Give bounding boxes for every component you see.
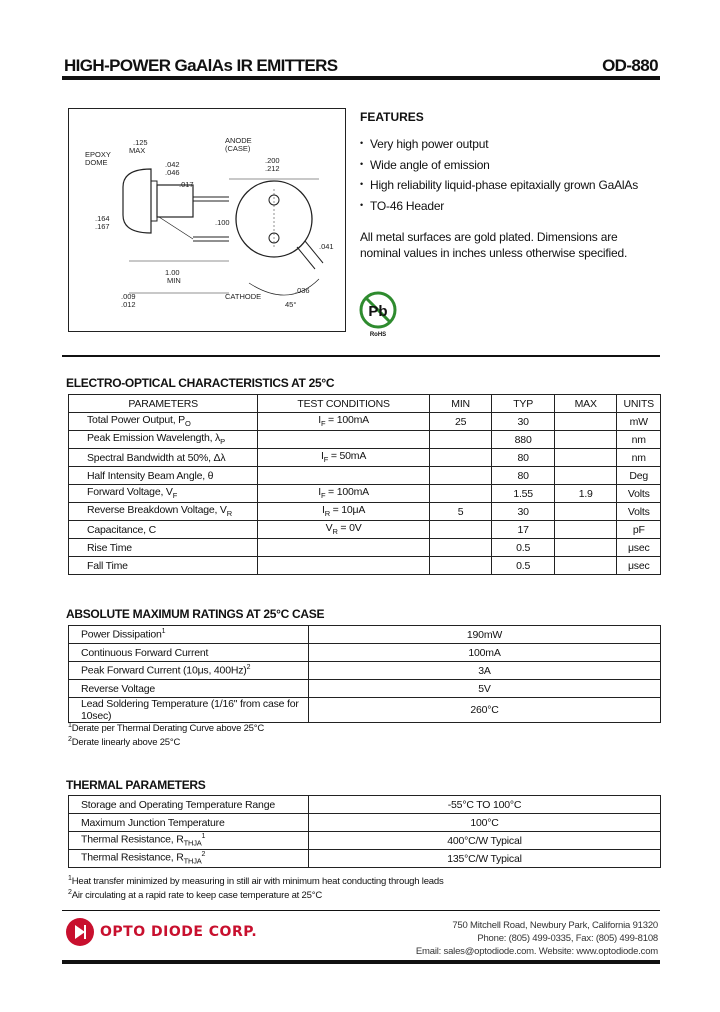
eo-param: Reverse Breakdown Voltage, $V_R$ <box>69 503 258 521</box>
eo-col-max: MAX <box>554 395 617 413</box>
label-036: .036 <box>295 286 310 295</box>
eo-condition: $I_R = 10\mu A$ <box>258 503 430 521</box>
eo-condition: $I_F = 100mA$ <box>258 485 430 503</box>
company-logo-icon <box>66 918 94 946</box>
thermal-label: Thermal Resistance, $R_{THJA}^2$ <box>69 850 309 868</box>
eo-typ: 80 <box>492 467 555 485</box>
eo-max <box>554 557 617 575</box>
abs-max-label: Power Dissipation$^1$ <box>69 626 309 644</box>
eo-min <box>429 539 492 557</box>
label-cathode: CATHODE <box>225 292 262 301</box>
abs-max-row <box>69 698 661 723</box>
eo-units: mW <box>617 413 661 431</box>
eo-min: 5 <box>429 503 492 521</box>
label-epoxy: EPOXY <box>85 150 111 159</box>
thermal-row <box>69 850 661 868</box>
company-name: OPTO DIODE CORP. <box>100 924 258 940</box>
eo-typ: 0.5 <box>492 557 555 575</box>
eo-units: nm <box>617 449 661 467</box>
feature-item: • High reliability liquid-phase epitaxially grown GaAlAs <box>360 175 638 196</box>
label-041: .041 <box>319 242 334 251</box>
abs-max-value: 100mA <box>309 644 661 662</box>
eo-typ: 17 <box>492 521 555 539</box>
eo-units: μsec <box>617 557 661 575</box>
label-200: .200 <box>265 156 280 165</box>
label-100min: 1.00 <box>165 268 180 277</box>
eo-typ: 1.55 <box>492 485 555 503</box>
eo-units: nm <box>617 431 661 449</box>
eo-typ: 30 <box>492 413 555 431</box>
footnote: $^1$Derate per Thermal Derating Curve above 25°C <box>68 722 265 735</box>
eo-max <box>554 467 617 485</box>
section-rule <box>62 355 660 357</box>
thermal-label: Thermal Resistance, $R_{THJA}^1$ <box>69 832 309 850</box>
eo-min <box>429 521 492 539</box>
abs-max-row <box>69 662 661 680</box>
anode-pin <box>269 195 279 205</box>
dimension-drawing <box>69 109 345 331</box>
label-042: .042 <box>165 160 180 169</box>
eo-typ: 0.5 <box>492 539 555 557</box>
label-009: .009 <box>121 292 136 301</box>
eo-condition: $V_R = 0V$ <box>258 521 430 539</box>
label-212: .212 <box>265 164 280 173</box>
eo-min <box>429 557 492 575</box>
thermal-value: 100°C <box>309 814 661 832</box>
thermal-value: -55°C TO 100°C <box>309 796 661 814</box>
label-167: .167 <box>95 222 110 231</box>
header-flange <box>151 181 157 221</box>
eo-max <box>554 521 617 539</box>
thermal-label: Maximum Junction Temperature <box>69 814 309 832</box>
eo-max <box>554 503 617 521</box>
label-046: .046 <box>165 168 180 177</box>
can-body <box>157 185 193 217</box>
label-017: .017 <box>179 180 194 189</box>
eo-condition <box>258 467 430 485</box>
epoxy-dome-shape <box>123 169 151 233</box>
eo-max: 1.9 <box>554 485 617 503</box>
eo-condition <box>258 557 430 575</box>
features-list <box>360 134 638 216</box>
eo-row <box>69 431 661 449</box>
header-rule <box>62 76 660 80</box>
features-note: All metal surfaces are gold plated. Dimensions are nominal values in inches unless otherwise specified. <box>360 230 628 260</box>
label-max: MAX <box>129 146 146 155</box>
eo-header-row <box>69 395 661 413</box>
eo-units: Volts <box>617 503 661 521</box>
eo-condition: $I_F = 100mA$ <box>258 413 430 431</box>
eo-units: μsec <box>617 539 661 557</box>
eo-min <box>429 485 492 503</box>
thermal-title: THERMAL PARAMETERS <box>66 778 206 792</box>
label-164: .164 <box>95 214 110 223</box>
label-45deg: 45° <box>285 300 297 309</box>
eo-condition <box>258 431 430 449</box>
eo-col-parameters: PARAMETERS <box>69 395 258 413</box>
eo-col-units: UNITS <box>617 395 661 413</box>
eo-row <box>69 503 661 521</box>
eo-param: Capacitance, C <box>69 521 258 539</box>
eo-param: Total Power Output, $P_O$ <box>69 413 258 431</box>
eo-row <box>69 521 661 539</box>
eo-max <box>554 449 617 467</box>
thermal-footnotes <box>68 873 444 901</box>
footnote: $^2$Derate linearly above 25°C <box>68 736 181 749</box>
abs-max-table <box>68 625 661 723</box>
footnote: $^1$Heat transfer minimized by measuring in still air with minimum heat conducting through leads <box>68 875 444 888</box>
abs-max-label: Reverse Voltage <box>69 680 309 698</box>
eo-max <box>554 431 617 449</box>
label-case: (CASE) <box>225 144 251 153</box>
thermal-row <box>69 832 661 850</box>
eo-row <box>69 485 661 503</box>
feature-item: • Wide angle of emission <box>360 155 638 176</box>
eo-units: pF <box>617 521 661 539</box>
eo-table <box>68 394 661 575</box>
label-dome: DOME <box>85 158 108 167</box>
eo-row <box>69 449 661 467</box>
thermal-row <box>69 796 661 814</box>
eo-param: Forward Voltage, $V_F$ <box>69 485 258 503</box>
eo-param: Spectral Bandwidth at 50%, Δλ <box>69 449 258 467</box>
abs-max-title: ABSOLUTE MAXIMUM RATINGS AT 25°C CASE <box>66 607 325 621</box>
pb-free-badge <box>358 290 398 338</box>
abs-max-label: Lead Soldering Temperature (1/16" from case for 10sec) <box>69 698 309 723</box>
eo-typ: 30 <box>492 503 555 521</box>
label-125: .125 <box>133 138 148 147</box>
page-title: HIGH-POWER GaAlAs IR EMITTERS <box>64 56 338 75</box>
footer-rule-bottom <box>62 960 660 964</box>
abs-max-label: Continuous Forward Current <box>69 644 309 662</box>
eo-col-typ: TYP <box>492 395 555 413</box>
eo-min <box>429 467 492 485</box>
label-anode: ANODE <box>225 136 252 145</box>
footnote: $^2$Air circulating at a rapid rate to keep case temperature at 25°C <box>68 889 322 902</box>
eo-max <box>554 539 617 557</box>
thermal-table <box>68 795 661 868</box>
eo-param: Rise Time <box>69 539 258 557</box>
thermal-row <box>69 814 661 832</box>
eo-row <box>69 467 661 485</box>
abs-max-value: 190mW <box>309 626 661 644</box>
eo-units: Deg <box>617 467 661 485</box>
eo-typ: 80 <box>492 449 555 467</box>
eo-param: Peak Emission Wavelength, $\lambda_P$ <box>69 431 258 449</box>
rohs-text: RoHS <box>369 332 387 338</box>
thermal-value: 400°C/W Typical <box>309 832 661 850</box>
abs-max-footnotes <box>68 720 264 748</box>
abs-max-row <box>69 680 661 698</box>
eo-min <box>429 449 492 467</box>
pb-text: Pb <box>368 303 388 320</box>
label-012: .012 <box>121 300 136 309</box>
abs-max-row <box>69 626 661 644</box>
footer-email-web[interactable]: Email: sales@optodiode.com. Website: www.optodiode.com <box>415 946 658 957</box>
eo-param: Half Intensity Beam Angle, θ <box>69 467 258 485</box>
abs-max-value: 5V <box>309 680 661 698</box>
label-100: .100 <box>215 218 230 227</box>
eo-row <box>69 413 661 431</box>
eo-row <box>69 539 661 557</box>
eo-col-min: MIN <box>429 395 492 413</box>
eo-row <box>69 557 661 575</box>
abs-max-label: Peak Forward Current (10μs, 400Hz)$^2$ <box>69 662 309 680</box>
package-diagram <box>68 108 346 332</box>
footer-phone: Phone: (805) 499-0335, Fax: (805) 499-8108 <box>477 933 658 944</box>
label-min: MIN <box>167 276 181 285</box>
eo-units: Volts <box>617 485 661 503</box>
eo-condition <box>258 539 430 557</box>
part-number: OD-880 <box>602 56 658 75</box>
footer-address: 750 Mitchell Road, Newbury Park, California 91320 <box>452 920 658 931</box>
thermal-label: Storage and Operating Temperature Range <box>69 796 309 814</box>
eo-max <box>554 413 617 431</box>
footer-contact <box>416 919 658 958</box>
abs-max-value: 260°C <box>309 698 661 723</box>
eo-condition: $I_F = 50mA$ <box>258 449 430 467</box>
footer-rule-top <box>62 910 660 911</box>
abs-max-row <box>69 644 661 662</box>
eo-param: Fall Time <box>69 557 258 575</box>
eo-title: ELECTRO-OPTICAL CHARACTERISTICS AT 25°C <box>66 376 335 390</box>
feature-item: • TO-46 Header <box>360 196 638 217</box>
features-title: FEATURES <box>360 110 424 124</box>
thermal-value: 135°C/W Typical <box>309 850 661 868</box>
feature-item: • Very high power output <box>360 134 638 155</box>
eo-col-conditions: TEST CONDITIONS <box>258 395 430 413</box>
eo-min <box>429 431 492 449</box>
abs-max-value: 3A <box>309 662 661 680</box>
eo-min: 25 <box>429 413 492 431</box>
eo-typ: 880 <box>492 431 555 449</box>
